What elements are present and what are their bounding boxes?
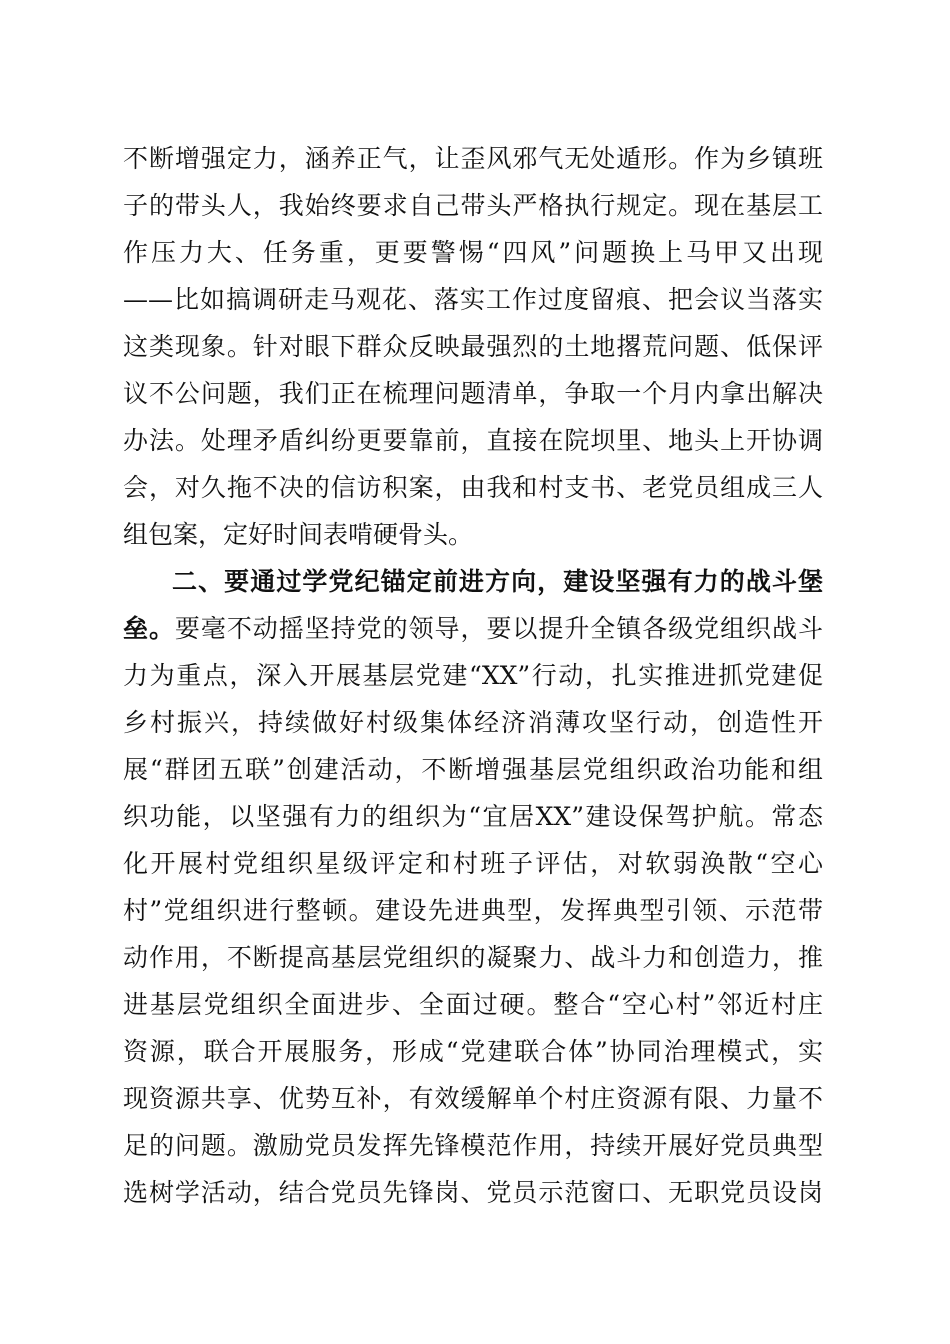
paragraph-line: [123, 609, 823, 649]
paragraph-line: 足的问题。激励党员发挥先锋模范作用，持续开展好党员典型: [123, 1131, 823, 1160]
paragraph-line: 现资源共享、优势互补，有效缓解单个村庄资源有限、力量不: [123, 1084, 823, 1113]
paragraph-line: 资源，联合开展服务，形成“党建联合体”协同治理模式，实: [123, 1037, 823, 1066]
paragraph-line: 化开展村党组织星级评定和村班子评估，对软弱涣散“空心: [123, 849, 823, 878]
paragraph-line: 子的带头人，我始终要求自己带头严格执行规定。现在基层工: [123, 191, 823, 220]
paragraph-line: 组包案，定好时间表啃硬骨头。: [123, 520, 474, 549]
paragraph-line: 办法。处理矛盾纠纷更要靠前，直接在院坝里、地头上开协调: [123, 426, 823, 455]
paragraph-text: 要毫不动摇坚持党的领导，要以提升全镇各级党组织战斗: [174, 614, 823, 643]
paragraph-line: 选树学活动，结合党员先锋岗、党员示范窗口、无职党员设岗: [123, 1178, 823, 1207]
paragraph-line: 不断增强定力，涵养正气，让歪风邪气无处遁形。作为乡镇班: [123, 144, 823, 173]
paragraph-line: 进基层党组织全面进步、全面过硬。整合“空心村”邻近村庄: [123, 990, 823, 1019]
paragraph-line: 力为重点，深入开展基层党建“XX”行动，扎实推进抓党建促: [123, 661, 823, 690]
paragraph-line: 乡村振兴，持续做好村级集体经济消薄攻坚行动，创造性开: [123, 708, 823, 737]
paragraph-line: 议不公问题，我们正在梳理问题清单，争取一个月内拿出解决: [123, 379, 823, 408]
paragraph-line: ——比如搞调研走马观花、落实工作过度留痕、把会议当落实: [123, 285, 823, 314]
paragraph-line: 动作用，不断提高基层党组织的凝聚力、战斗力和创造力，推: [123, 943, 823, 972]
paragraph-line: 会，对久拖不决的信访积案，由我和村支书、老党员组成三人: [123, 473, 823, 502]
section-heading: 二、要通过学党纪锚定前进方向，建设坚强有力的战斗堡: [172, 567, 823, 596]
paragraph-line: 村”党组织进行整顿。建设先进典型，发挥典型引领、示范带: [123, 896, 823, 925]
paragraph-line: 作压力大、任务重，更要警惕“四风”问题换上马甲又出现: [123, 238, 823, 267]
section-heading-end: 垒。: [123, 614, 175, 643]
paragraph-line: 展“群团五联”创建活动，不断增强基层党组织政治功能和组: [123, 755, 823, 784]
paragraph-line: 这类现象。针对眼下群众反映最强烈的土地撂荒问题、低保评: [123, 332, 823, 361]
paragraph-line: 织功能，以坚强有力的组织为“宜居XX”建设保驾护航。常态: [123, 802, 823, 831]
